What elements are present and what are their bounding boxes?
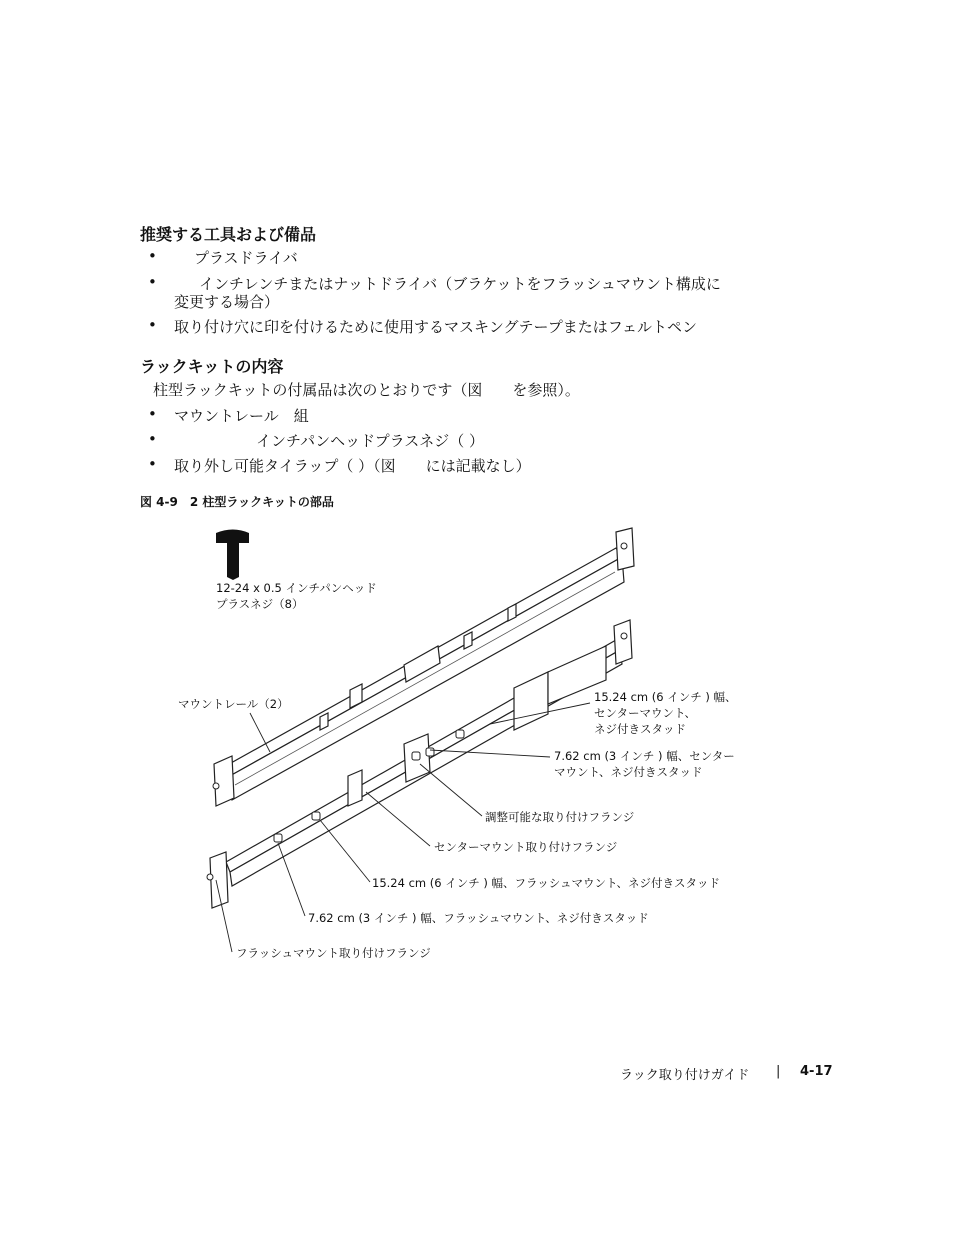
screw-icon xyxy=(216,530,249,581)
kit-item-tie-wraps: 取り外し可能タイラップ（ ）（図 には記載なし） xyxy=(174,457,531,475)
callout-adjustable-flange: 調整可能な取り付けフランジ xyxy=(485,810,635,824)
kit-heading: ラックキットの内容 xyxy=(140,357,284,376)
bullet-dot: • xyxy=(148,405,157,423)
callout-stud6-center xyxy=(594,689,737,737)
stud-icon xyxy=(412,752,420,760)
callout-stud6-center-line1: 15.24 cm (6 インチ ) 幅、 xyxy=(594,690,737,704)
callout-stud3-flush: 7.62 cm (3 インチ ) 幅、フラッシュマウント、ネジ付きスタッド xyxy=(308,911,649,925)
tools-item-tape: 取り付け穴に印を付けるために使用するマスキングテープまたはフェルトペン xyxy=(174,318,698,336)
footer-title: ラック取り付けガイド xyxy=(620,1068,750,1083)
rail-hole-icon xyxy=(213,783,219,789)
callout-screw-line2: プラスネジ（8） xyxy=(216,597,304,611)
bullet-dot: • xyxy=(148,273,157,291)
callout-mount-rail: マウントレール（2） xyxy=(178,697,289,711)
stud-icon xyxy=(426,748,434,756)
footer-separator: | xyxy=(776,1064,781,1079)
stud-icon xyxy=(312,812,320,820)
rail-hole-icon xyxy=(621,543,627,549)
callout-screw xyxy=(216,580,377,612)
page-number: 4-17 xyxy=(800,1064,833,1079)
rail-hole-icon xyxy=(621,633,627,639)
bullet-dot: • xyxy=(148,247,157,265)
callout-stud3-center-line1: 7.62 cm (3 インチ ) 幅、センター xyxy=(554,749,735,763)
callout-stud3-center-line2: マウント、ネジ付きスタッド xyxy=(554,765,703,779)
bullet-dot: • xyxy=(148,430,157,448)
tools-item-wrench: インチレンチまたはナットドライバ（ブラケットをフラッシュマウント構成に xyxy=(199,275,721,293)
tools-item-screwdriver: プラスドライバ xyxy=(194,249,298,267)
callout-screw-line1: 12-24 x 0.5 インチパンヘッド xyxy=(216,581,377,595)
kit-item-rails: マウントレール 組 xyxy=(174,407,309,425)
figure-caption: 図 4-9 2 柱型ラックキットの部品 xyxy=(140,495,334,509)
stud-icon xyxy=(456,730,464,738)
bullet-dot: • xyxy=(148,316,157,334)
callout-flush-flange: フラッシュマウント取り付けフランジ xyxy=(236,946,431,960)
bullet-dot: • xyxy=(148,455,157,473)
kit-item-screws: インチパンヘッドプラスネジ（ ） xyxy=(256,432,484,450)
callout-stud6-center-line3: ネジ付きスタッド xyxy=(594,722,686,736)
callout-stud6-flush: 15.24 cm (6 インチ ) 幅、フラッシュマウント、ネジ付きスタッド xyxy=(372,876,721,890)
callout-center-flange: センターマウント取り付けフランジ xyxy=(434,840,618,854)
kit-intro: 柱型ラックキットの付属品は次のとおりです（図 を参照）。 xyxy=(153,381,580,399)
callout-stud3-center xyxy=(554,748,735,780)
tools-heading: 推奨する工具および備品 xyxy=(140,225,317,244)
rail-hole-icon xyxy=(207,874,213,880)
stud-icon xyxy=(274,834,282,842)
callout-stud6-center-line2: センターマウント、 xyxy=(594,706,697,720)
tools-item-wrench-cont: 変更する場合） xyxy=(174,293,280,311)
